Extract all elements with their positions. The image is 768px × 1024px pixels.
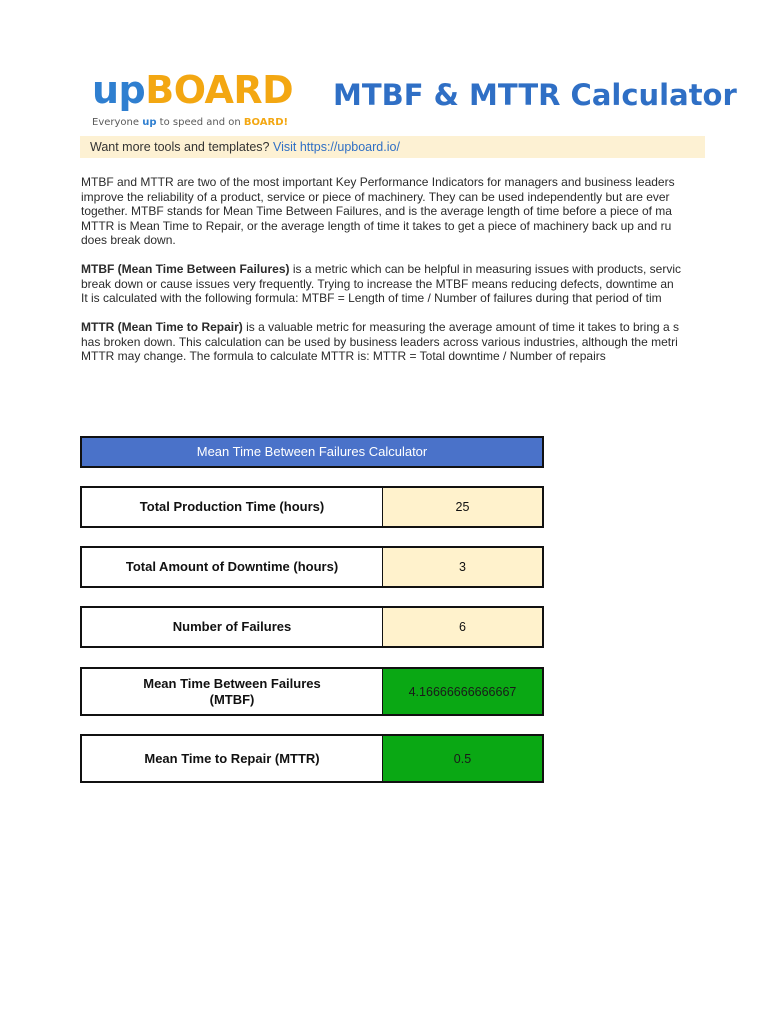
desc-line: improve the reliability of a product, service or piece of machinery. They can be used independently but are ever (81, 189, 670, 204)
tagline-pre: Everyone (92, 117, 143, 128)
logo-tagline (92, 117, 288, 128)
description-paragraph-mttr (81, 320, 705, 364)
logo-up-text: up (92, 68, 146, 112)
promo-text: Want more tools and templates? (90, 140, 270, 154)
logo-board-text: BOARD (145, 68, 294, 112)
mttr-term: MTTR (Mean Time to Repair) (81, 320, 243, 334)
tagline-board: BOARD! (243, 117, 289, 128)
desc-line: together. MTBF stands for Mean Time Between Failures, and is the average length of time before a piece of ma (81, 204, 672, 218)
production-time-input[interactable]: 25 (383, 488, 542, 526)
mtbf-label: Mean Time Between Failures (MTBF) (82, 669, 383, 714)
desc-line (81, 320, 705, 335)
production-time-row (80, 486, 544, 528)
promo-link[interactable]: Visit https://upboard.io/ (272, 140, 400, 154)
tagline-up: up (142, 117, 157, 128)
desc-line: has broken down. This calculation can be used by business leaders across various industries, although the metri (81, 334, 678, 349)
desc-line-rest: is a valuable metric for measuring the average amount of time it takes to bring a s (242, 320, 680, 334)
downtime-input[interactable]: 3 (383, 548, 542, 586)
tagline-mid: to speed and on (156, 117, 244, 128)
downtime-label: Total Amount of Downtime (hours) (82, 548, 383, 586)
failures-label: Number of Failures (82, 608, 383, 646)
description-paragraph-mtbf (81, 262, 705, 306)
production-time-label: Total Production Time (hours) (82, 488, 383, 526)
mtbf-row (80, 667, 544, 716)
mtbf-term: MTBF (Mean Time Between Failures) (81, 262, 290, 276)
desc-line: MTTR may change. The formula to calculate MTTR is: MTTR = Total downtime / Number of repairs (81, 349, 606, 363)
desc-line (81, 262, 705, 277)
downtime-row (80, 546, 544, 588)
mtbf-result: 4.16666666666667 (383, 669, 542, 714)
promo-bar (80, 136, 705, 158)
failures-input[interactable]: 6 (383, 608, 542, 646)
upboard-logo[interactable] (92, 68, 293, 112)
mttr-row (80, 734, 544, 783)
calculator-header: Mean Time Between Failures Calculator (80, 436, 544, 468)
mttr-result: 0.5 (383, 736, 542, 781)
mttr-label: Mean Time to Repair (MTTR) (82, 736, 383, 781)
desc-line: It is calculated with the following formula: MTBF = Length of time / Number of failures during that period of tim (81, 291, 662, 305)
description-paragraph-intro (81, 175, 705, 248)
desc-line: does break down. (81, 233, 176, 247)
desc-line: break down or cause issues very frequently. Trying to increase the MTBF means reducing defects, downtime an (81, 276, 674, 291)
desc-line: MTBF and MTTR are two of the most important Key Performance Indicators for managers and business leaders (81, 175, 675, 189)
failures-row (80, 606, 544, 648)
desc-line-rest: is a metric which can be helpful in measuring issues with products, servic (289, 262, 681, 276)
desc-line: MTTR is Mean Time to Repair, or the average length of time it takes to get a piece of machinery back up and ru (81, 218, 672, 233)
page-title: MTBF & MTTR Calculator (333, 78, 737, 112)
